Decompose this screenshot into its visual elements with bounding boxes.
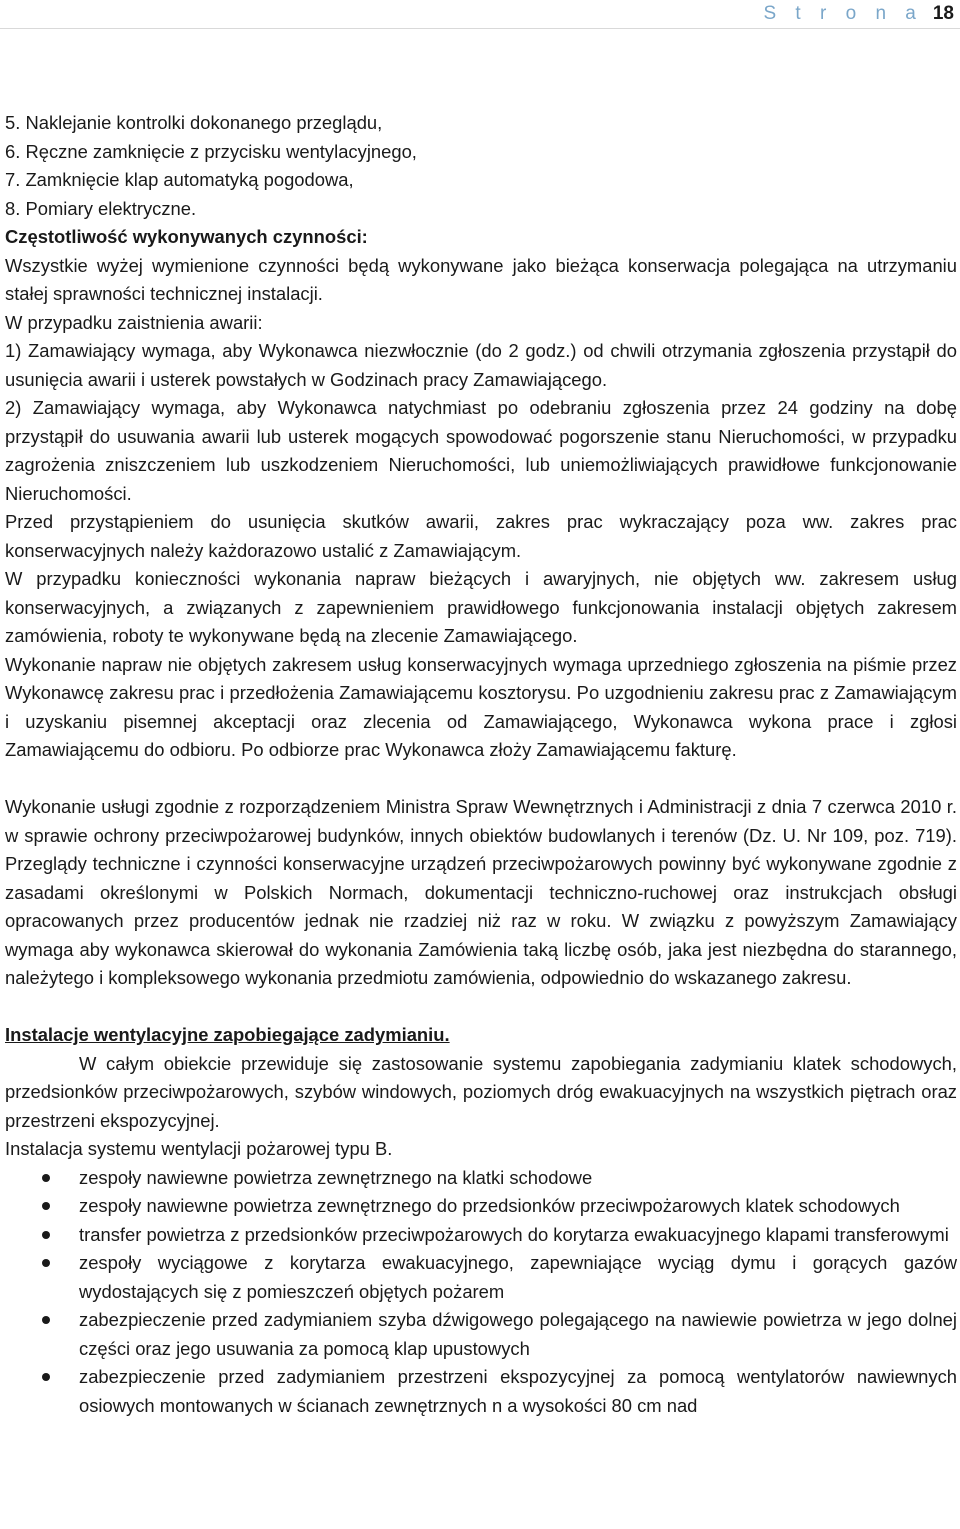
bullet-text: zabezpieczenie przed zadymianiem szyba dźwigowego polegającego na nawiewie powietrza w jego dolnej części oraz jego usuwania za pomocą klap upustowych [79, 1309, 957, 1359]
list-item [5, 1192, 957, 1221]
page-number: 18 [932, 3, 954, 24]
list-item: 5. Naklejanie kontrolki dokonanego przeglądu, [5, 112, 383, 133]
bullet-text: zespoły nawiewne powietrza zewnętrznego do przedsionków przeciwpożarowych klatek schodowych [79, 1195, 900, 1216]
ventilation-bullet-list [5, 1164, 957, 1421]
page-label: S t r o n a [763, 3, 923, 24]
list-item [5, 1363, 957, 1420]
header-divider [0, 28, 960, 29]
bullet-text: zabezpieczenie przed zadymianiem przestrzeni ekspozycyjnej za pomocą wentylatorów nawiewnych osiowych montowanych w ścianach zewnętrznych n a wysokości 80 cm nad [79, 1366, 957, 1416]
bullet-icon [42, 1316, 50, 1324]
bullet-text: transfer powietrza z przedsionków przeciwpożarowych do korytarza ewakuacyjnego klapami transferowymi [79, 1223, 949, 1245]
list-item [5, 1164, 957, 1193]
ventilation-intro: W całym obiekcie przewiduje się zastosowanie systemu zapobiegania zadymianiu klatek schodowych, przedsionków przeciwpożarowych, szybów windowych, poziomych dróg ewakuacyjnych na wszystkich piętrach oraz przestrzeni ekspozycyjnej. [5, 1052, 957, 1131]
bullet-text: zespoły nawiewne powietrza zewnętrznego na klatki schodowe [79, 1166, 593, 1188]
spacer [5, 993, 957, 1022]
list-item: 7. Zamknięcie klap automatyką pogodowa, [5, 169, 354, 190]
bullet-icon [42, 1259, 50, 1267]
ventilation-type: Instalacja systemu wentylacji pożarowej typu B. [5, 1138, 393, 1159]
bullet-icon [42, 1231, 50, 1239]
spacer [5, 765, 957, 794]
bullet-icon [42, 1174, 50, 1182]
failure-heading: W przypadku zaistnienia awarii: [5, 311, 263, 333]
frequency-text: Wszystkie wyżej wymienione czynności będą wykonywane jako bieżąca konserwacja polegająca na utrzymaniu stałej sprawności technicznej instalacji. [5, 254, 957, 304]
failure-paragraph: 2) Zamawiający wymaga, aby Wykonawca natychmiast po odebraniu zgłoszenia przez 24 godziny na dobę przystąpił do usuwania awarii lub usterek mogących spowodować pogorszenie stanu Nieruchomości, w przypadku zagrożenia zniszczeniem lub uszkodzeniem Nieruchomości, lub uniemożliwiających prawidłowe funkcjonowanie Nieruchomości. [5, 397, 957, 504]
regulation-paragraph: Wykonanie usługi zgodnie z rozporządzeniem Ministra Spraw Wewnętrznych i Administracji z dnia 7 czerwca 2010 r. w sprawie ochrony przeciwpożarowej budynków, innych obiektów budowlanych i terenów (Dz. U. Nr 109, poz. 719). Przeglądy techniczne i czynności konserwacyjne urządzeń przeciwpożarowych powinny być wykonywane zgodnie z zasadami określonymi w Polskich Normach, dokumentacji techniczno-ruchowej oraz instrukcjach obsługi opracowanych przez producentów jednak nie rzadziej niż raz w roku. W związku z powyższym Zamawiający wymaga aby wykonawca skierował do wykonania Zamówienia taką liczbę osób, jaka jest niezbędna do starannego, należytego i kompleksowego wykonania przedmiotu zamówienia, odpowiednio do wskazanego zakresu. [5, 796, 957, 988]
list-item [5, 1221, 957, 1250]
bullet-icon [42, 1202, 50, 1210]
page-header [763, 0, 954, 28]
bullet-icon [42, 1373, 50, 1381]
bullet-text: zespoły wyciągowe z korytarza ewakuacyjnego, zapewniające wyciąg dymu i gorących gazów wydostających się z pomieszczeń objętych pożarem [79, 1252, 957, 1302]
failure-paragraph: 1) Zamawiający wymaga, aby Wykonawca niezwłocznie (do 2 godz.) od chwili otrzymania zgłoszenia przystąpił do usunięcia awarii i usterek powstałych w Godzinach pracy Zamawiającego. [5, 340, 957, 390]
list-item: 6. Ręczne zamknięcie z przycisku wentylacyjnego, [5, 140, 417, 162]
failure-paragraph: Wykonanie napraw nie objętych zakresem usług konserwacyjnych wymaga uprzedniego zgłoszenia na piśmie przez Wykonawcę zakresu prac i przedłożenia Zamawiającemu kosztorysu. Po uzgodnieniu zakresu prac z Zamawiającym i uzyskaniu pisemnej akceptacji oraz zlecenia od Zamawiającego, Wykonawca wykona prace i zgłosi Zamawiającemu do odbioru. Po odbiorze prac Wykonawca złoży Zamawiającemu fakturę. [5, 653, 957, 760]
frequency-heading: Częstotliwość wykonywanych czynności: [5, 226, 368, 247]
list-item: 8. Pomiary elektryczne. [5, 197, 197, 219]
document-body [5, 109, 957, 1420]
failure-paragraph: Przed przystąpieniem do usunięcia skutków awarii, zakres prac wykraczający poza ww. zakres prac konserwacyjnych należy każdorazowo ustalić z Zamawiającym. [5, 511, 957, 561]
ventilation-heading: Instalacje wentylacyjne zapobiegające zadymianiu. [5, 1024, 450, 1045]
failure-paragraph: W przypadku konieczności wykonania napraw bieżących i awaryjnych, nie objętych ww. zakresem usług konserwacyjnych, a związanych z zapewnieniem prawidłowego funkcjonowania instalacji objętych zakresem zamówienia, roboty te wykonywane będą na zlecenie Zamawiającego. [5, 568, 957, 646]
list-item [5, 1306, 957, 1363]
list-item [5, 1249, 957, 1306]
